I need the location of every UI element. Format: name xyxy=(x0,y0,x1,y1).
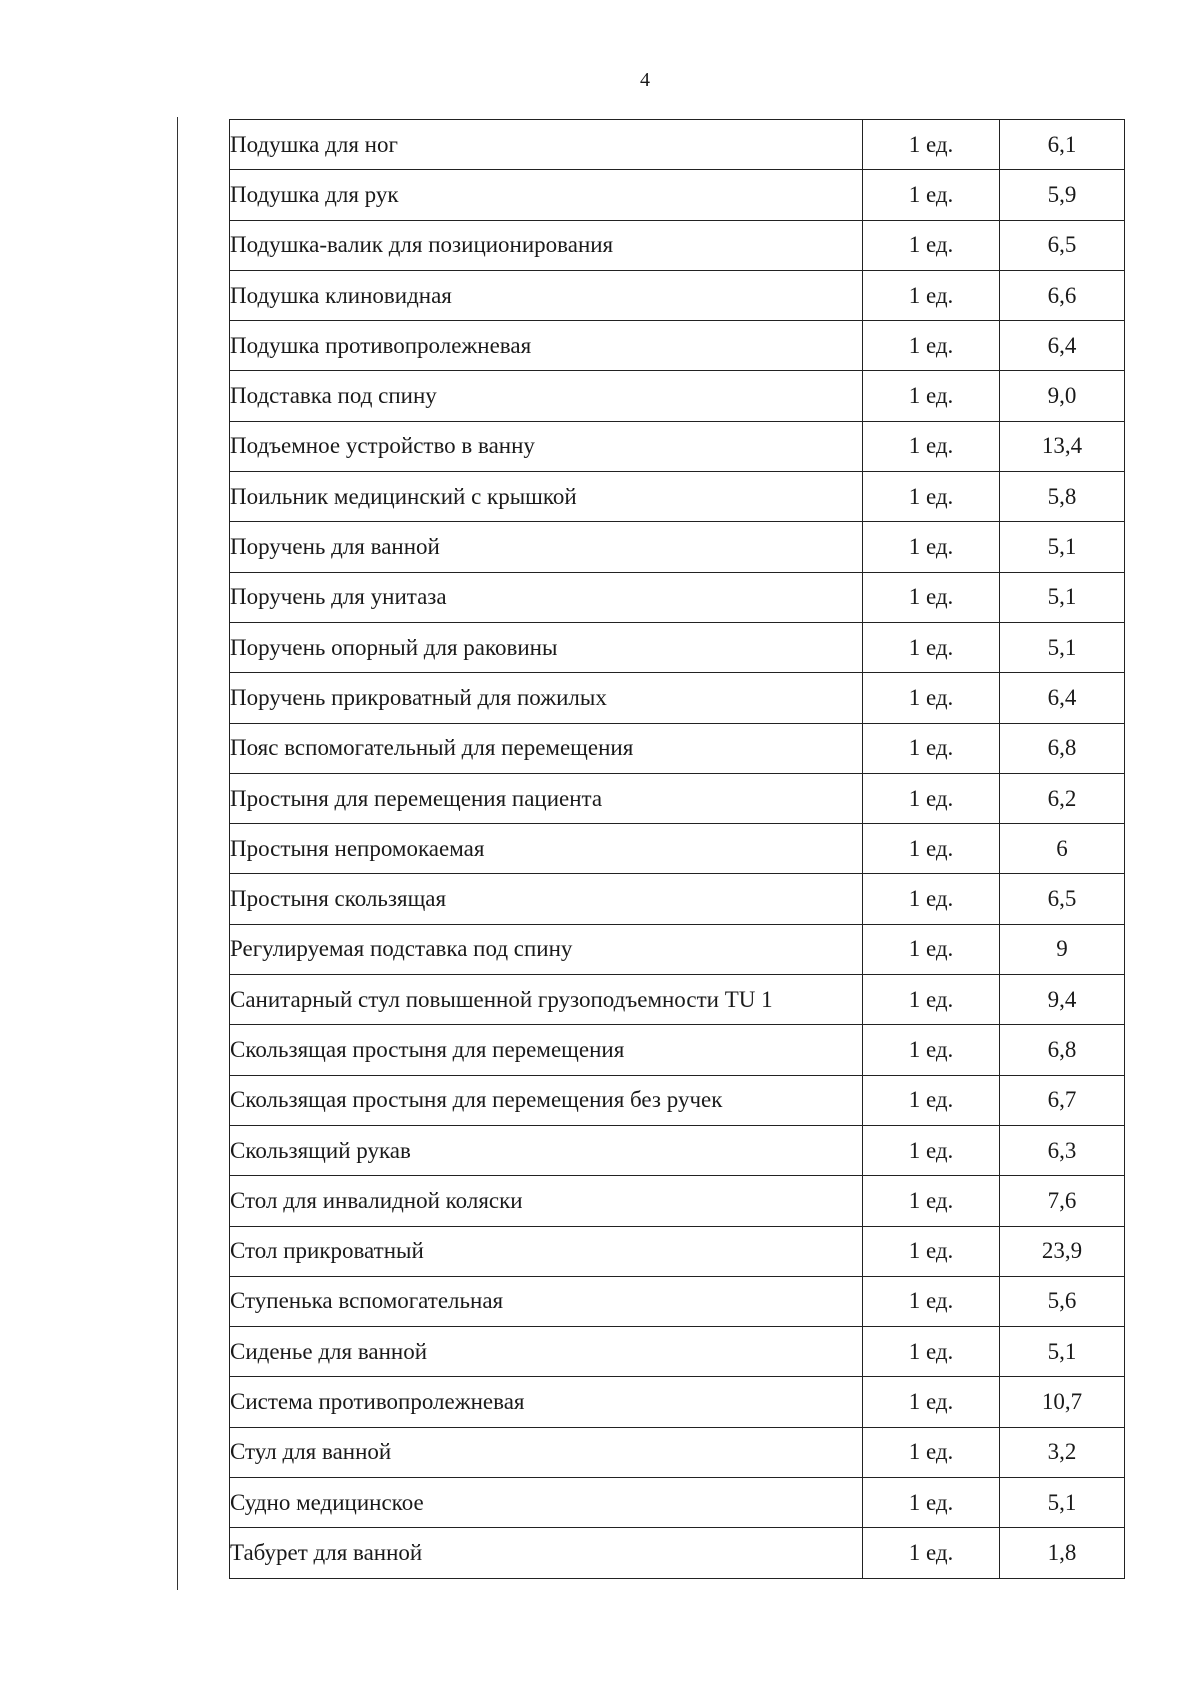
item-unit-cell: 1 ед. xyxy=(863,472,1000,522)
item-unit-cell: 1 ед. xyxy=(863,1125,1000,1175)
item-unit-cell: 1 ед. xyxy=(863,673,1000,723)
item-value-cell: 6,3 xyxy=(1000,1125,1125,1175)
item-value-cell: 5,1 xyxy=(1000,572,1125,622)
table-row xyxy=(230,572,1125,622)
item-name-cell: Поильник медицинский с крышкой xyxy=(230,472,863,522)
table-row xyxy=(230,472,1125,522)
item-value-cell: 7,6 xyxy=(1000,1176,1125,1226)
item-value-cell: 9,0 xyxy=(1000,371,1125,421)
item-unit-cell: 1 ед. xyxy=(863,1377,1000,1427)
item-value-cell: 6,8 xyxy=(1000,1025,1125,1075)
item-value-cell: 6,8 xyxy=(1000,723,1125,773)
item-value-cell: 13,4 xyxy=(1000,421,1125,471)
item-value-cell: 6,4 xyxy=(1000,321,1125,371)
item-name-cell: Поручень для ванной xyxy=(230,522,863,572)
item-name-cell: Стул для ванной xyxy=(230,1427,863,1477)
item-name-cell: Подушка клиновидная xyxy=(230,270,863,320)
item-name-cell: Стол прикроватный xyxy=(230,1226,863,1276)
item-unit-cell: 1 ед. xyxy=(863,1276,1000,1326)
item-name-cell: Поручень опорный для раковины xyxy=(230,622,863,672)
item-name-cell: Регулируемая подставка под спину xyxy=(230,924,863,974)
table-row xyxy=(230,371,1125,421)
table-row xyxy=(230,773,1125,823)
item-unit-cell: 1 ед. xyxy=(863,170,1000,220)
item-name-cell: Подушка-валик для позиционирования xyxy=(230,220,863,270)
item-value-cell: 5,1 xyxy=(1000,522,1125,572)
table-row xyxy=(230,421,1125,471)
item-unit-cell: 1 ед. xyxy=(863,975,1000,1025)
item-unit-cell: 1 ед. xyxy=(863,622,1000,672)
item-name-cell: Сиденье для ванной xyxy=(230,1327,863,1377)
item-name-cell: Пояс вспомогательный для перемещения xyxy=(230,723,863,773)
item-name-cell: Поручень для унитаза xyxy=(230,572,863,622)
table-row xyxy=(230,975,1125,1025)
item-value-cell: 10,7 xyxy=(1000,1377,1125,1427)
item-name-cell: Простыня для перемещения пациента xyxy=(230,773,863,823)
item-value-cell: 5,8 xyxy=(1000,472,1125,522)
item-unit-cell: 1 ед. xyxy=(863,371,1000,421)
page-number: 4 xyxy=(640,69,650,91)
item-unit-cell: 1 ед. xyxy=(863,572,1000,622)
table-row xyxy=(230,824,1125,874)
item-value-cell: 6 xyxy=(1000,824,1125,874)
margin-line xyxy=(177,117,178,1590)
item-value-cell: 3,2 xyxy=(1000,1427,1125,1477)
item-unit-cell: 1 ед. xyxy=(863,120,1000,170)
item-name-cell: Санитарный стул повышенной грузоподъемности TU 1 xyxy=(230,975,863,1025)
table-row xyxy=(230,220,1125,270)
item-name-cell: Подушка для ног xyxy=(230,120,863,170)
item-unit-cell: 1 ед. xyxy=(863,924,1000,974)
item-unit-cell: 1 ед. xyxy=(863,270,1000,320)
item-unit-cell: 1 ед. xyxy=(863,1478,1000,1528)
item-unit-cell: 1 ед. xyxy=(863,1327,1000,1377)
table-row xyxy=(230,1478,1125,1528)
item-unit-cell: 1 ед. xyxy=(863,321,1000,371)
table-row xyxy=(230,1226,1125,1276)
table-row xyxy=(230,874,1125,924)
item-value-cell: 5,1 xyxy=(1000,1478,1125,1528)
table-row xyxy=(230,723,1125,773)
item-name-cell: Простыня непромокаемая xyxy=(230,824,863,874)
item-value-cell: 9 xyxy=(1000,924,1125,974)
item-value-cell: 5,1 xyxy=(1000,622,1125,672)
table-row xyxy=(230,522,1125,572)
item-value-cell: 6,7 xyxy=(1000,1075,1125,1125)
item-name-cell: Подушка противопролежневая xyxy=(230,321,863,371)
table-row xyxy=(230,1327,1125,1377)
table-row xyxy=(230,1427,1125,1477)
item-value-cell: 6,4 xyxy=(1000,673,1125,723)
item-value-cell: 1,8 xyxy=(1000,1528,1125,1578)
table-row xyxy=(230,924,1125,974)
item-unit-cell: 1 ед. xyxy=(863,1528,1000,1578)
item-unit-cell: 1 ед. xyxy=(863,874,1000,924)
table-row xyxy=(230,1528,1125,1578)
item-name-cell: Ступенька вспомогательная xyxy=(230,1276,863,1326)
item-value-cell: 5,6 xyxy=(1000,1276,1125,1326)
item-unit-cell: 1 ед. xyxy=(863,1176,1000,1226)
item-name-cell: Поручень прикроватный для пожилых xyxy=(230,673,863,723)
table-row xyxy=(230,622,1125,672)
table-row xyxy=(230,1075,1125,1125)
table-row xyxy=(230,673,1125,723)
item-name-cell: Подъемное устройство в ванну xyxy=(230,421,863,471)
table-row xyxy=(230,170,1125,220)
item-unit-cell: 1 ед. xyxy=(863,824,1000,874)
item-value-cell: 6,6 xyxy=(1000,270,1125,320)
item-value-cell: 6,2 xyxy=(1000,773,1125,823)
item-unit-cell: 1 ед. xyxy=(863,220,1000,270)
item-name-cell: Система противопролежневая xyxy=(230,1377,863,1427)
items-table xyxy=(229,119,1125,1579)
table-row xyxy=(230,120,1125,170)
item-name-cell: Скользящая простыня для перемещения без ручек xyxy=(230,1075,863,1125)
item-value-cell: 6,5 xyxy=(1000,220,1125,270)
table-row xyxy=(230,1377,1125,1427)
item-value-cell: 9,4 xyxy=(1000,975,1125,1025)
table-row xyxy=(230,1125,1125,1175)
table-row xyxy=(230,270,1125,320)
item-name-cell: Подушка для рук xyxy=(230,170,863,220)
item-unit-cell: 1 ед. xyxy=(863,522,1000,572)
item-unit-cell: 1 ед. xyxy=(863,723,1000,773)
item-unit-cell: 1 ед. xyxy=(863,1427,1000,1477)
item-value-cell: 5,1 xyxy=(1000,1327,1125,1377)
item-value-cell: 6,1 xyxy=(1000,120,1125,170)
item-unit-cell: 1 ед. xyxy=(863,1075,1000,1125)
item-value-cell: 5,9 xyxy=(1000,170,1125,220)
item-name-cell: Стол для инвалидной коляски xyxy=(230,1176,863,1226)
item-name-cell: Скользящий рукав xyxy=(230,1125,863,1175)
table-body xyxy=(230,120,1125,1579)
item-name-cell: Скользящая простыня для перемещения xyxy=(230,1025,863,1075)
item-unit-cell: 1 ед. xyxy=(863,1025,1000,1075)
item-unit-cell: 1 ед. xyxy=(863,773,1000,823)
table-row xyxy=(230,1176,1125,1226)
item-name-cell: Табурет для ванной xyxy=(230,1528,863,1578)
item-value-cell: 23,9 xyxy=(1000,1226,1125,1276)
item-name-cell: Подставка под спину xyxy=(230,371,863,421)
item-unit-cell: 1 ед. xyxy=(863,1226,1000,1276)
table-row xyxy=(230,1276,1125,1326)
item-name-cell: Простыня скользящая xyxy=(230,874,863,924)
table-row xyxy=(230,1025,1125,1075)
item-value-cell: 6,5 xyxy=(1000,874,1125,924)
item-unit-cell: 1 ед. xyxy=(863,421,1000,471)
item-name-cell: Судно медицинское xyxy=(230,1478,863,1528)
table-row xyxy=(230,321,1125,371)
